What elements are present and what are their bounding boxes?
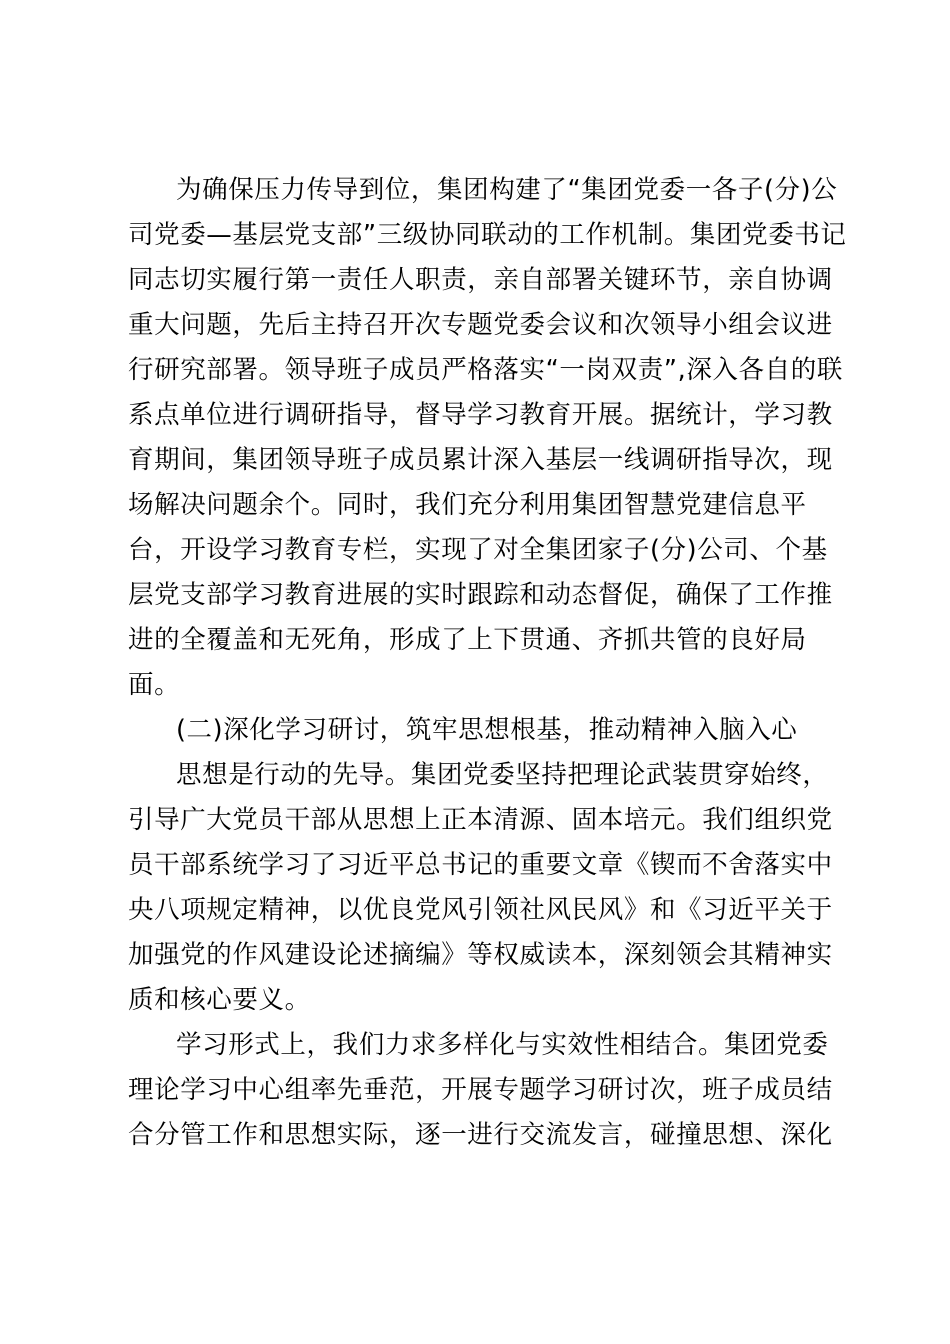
paragraph-2-line-5: 加强党的作风建设论述摘编》等权威读本，深刻领会其精神实 <box>128 940 833 970</box>
paragraph-3-line-1: 学习形式上，我们力求多样化与实效性相结合。集团党委 <box>176 1030 829 1060</box>
paragraph-1-line-9: 台，开设学习教育专栏，实现了对全集团家子(分)公司、个基 <box>128 535 828 565</box>
paragraph-1-line-5: 行研究部署。领导班子成员严格落实“一岗双责”,深入各自的联 <box>128 355 843 385</box>
paragraph-2-line-1: 思想是行动的先导。集团党委坚持把理论武装贯穿始终， <box>176 760 829 790</box>
paragraph-1-line-12: 面。 <box>128 670 181 700</box>
paragraph-2-line-3: 员干部系统学习了习近平总书记的重要文章《锲而不舍落实中 <box>128 850 833 880</box>
paragraph-1-line-8: 场解决问题余个。同时，我们充分利用集团智慧党建信息平 <box>128 490 807 520</box>
paragraph-1-line-7: 育期间，集团领导班子成员累计深入基层一线调研指导次，现 <box>128 445 833 475</box>
paragraph-2-line-6: 质和核心要义。 <box>128 985 311 1015</box>
paragraph-1-line-6: 系点单位进行调研指导，督导学习教育开展。据统计，学习教 <box>128 400 833 430</box>
paragraph-1-line-3: 同志切实履行第一责任人职责，亲自部署关键环节，亲自协调 <box>128 265 833 295</box>
paragraph-1-line-4: 重大问题，先后主持召开次专题党委会议和次领导小组会议进 <box>128 310 833 340</box>
paragraph-1-line-11: 进的全覆盖和无死角，形成了上下贯通、齐抓共管的良好局 <box>128 625 807 655</box>
paragraph-1-line-2: 司党委—基层党支部”三级协同联动的工作机制。集团党委书记 <box>128 220 847 250</box>
paragraph-1-line-10: 层党支部学习教育进展的实时跟踪和动态督促，确保了工作推 <box>128 580 833 610</box>
paragraph-2-line-2: 引导广大党员干部从思想上正本清源、固本培元。我们组织党 <box>128 805 833 835</box>
paragraph-1-line-1: 为确保压力传导到位，集团构建了“集团党委一各子(分)公 <box>176 175 838 205</box>
section-heading: (二)深化学习研讨，筑牢思想根基，推动精神入脑入心 <box>176 715 798 745</box>
paragraph-3-line-2: 理论学习中心组率先垂范，开展专题学习研讨次，班子成员结 <box>128 1075 833 1105</box>
paragraph-2-line-4: 央八项规定精神，以优良党风引领社风民风》和《习近平关于 <box>128 895 833 925</box>
paragraph-3-line-3: 合分管工作和思想实际，逐一进行交流发言，碰撞思想、深化 <box>128 1120 833 1150</box>
